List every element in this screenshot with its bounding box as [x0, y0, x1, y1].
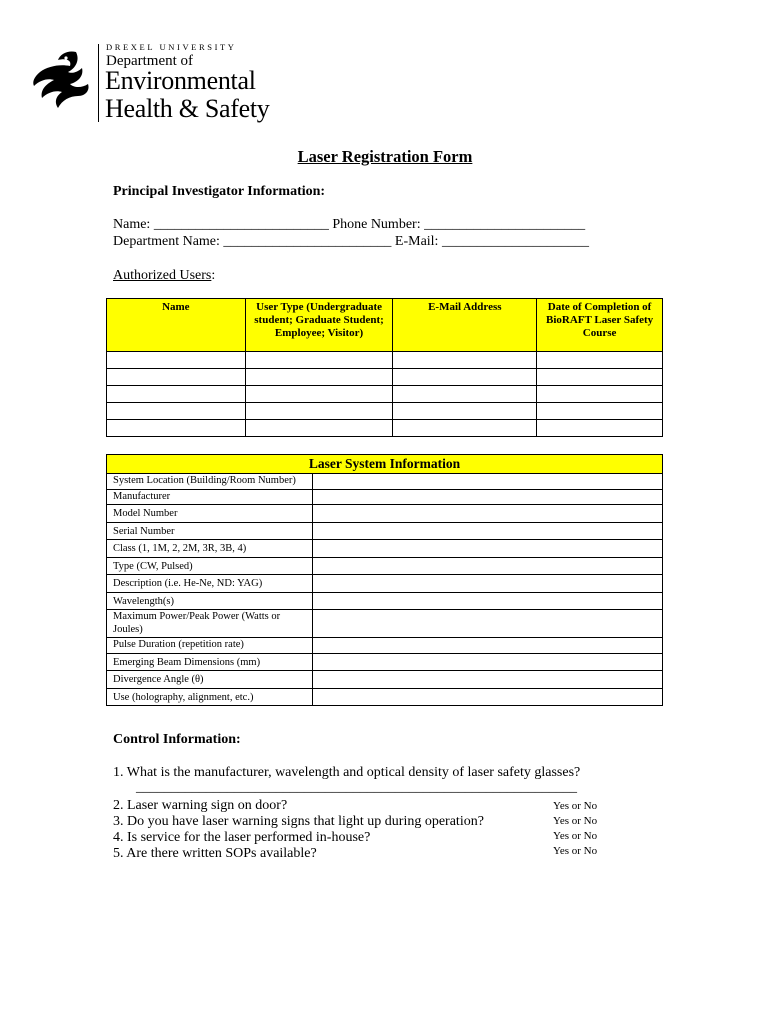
department-of-text: Department of [106, 53, 194, 69]
table-row [107, 369, 663, 386]
question-1: 1. What is the manufacturer, wavelength and optical density of laser safety glasses? [113, 765, 581, 780]
table-row [107, 592, 663, 610]
question-4-yes-no[interactable]: Yes or No [553, 830, 598, 842]
question-1-answer-blank[interactable]: _______________________________________________________________ [136, 780, 577, 795]
field-value[interactable] [313, 557, 663, 575]
field-value[interactable] [313, 638, 663, 654]
field-value[interactable] [313, 671, 663, 689]
dragon-logo-icon [30, 48, 92, 112]
table-row [107, 540, 663, 558]
field-label: System Location (Building/Room Number) [107, 474, 313, 490]
laser-system-header-row [107, 455, 663, 474]
question-2-yes-no[interactable]: Yes or No [553, 800, 598, 812]
field-label: Type (CW, Pulsed) [107, 557, 313, 575]
user-type-cell[interactable] [245, 386, 393, 403]
question-3-yes-no[interactable]: Yes or No [553, 815, 598, 827]
table-row [107, 522, 663, 540]
authorized-users-label: Authorized Users [113, 268, 212, 283]
logo-divider [98, 44, 99, 122]
user-name-cell[interactable] [107, 352, 246, 369]
pi-heading: Principal Investigator Information: [113, 184, 326, 199]
field-value[interactable] [313, 575, 663, 593]
field-label: Use (holography, alignment, etc.) [107, 688, 313, 706]
field-value[interactable] [313, 474, 663, 490]
field-label: Pulse Duration (repetition rate) [107, 638, 313, 654]
table-row [107, 610, 663, 638]
field-label: Class (1, 1M, 2, 2M, 3R, 3B, 4) [107, 540, 313, 558]
field-label: Model Number [107, 505, 313, 523]
drexel-ehs-logo [30, 40, 270, 126]
user-type-cell[interactable] [245, 420, 393, 437]
field-label: Serial Number [107, 522, 313, 540]
authorized-users-table [106, 298, 663, 437]
authorized-users-heading [113, 268, 215, 284]
authorized-users-colon: : [211, 268, 216, 283]
table-row [107, 638, 663, 654]
laser-system-table [106, 454, 663, 706]
table-row [107, 352, 663, 369]
table-row [107, 671, 663, 689]
table-row [107, 403, 663, 420]
field-value[interactable] [313, 610, 663, 638]
field-value[interactable] [313, 522, 663, 540]
form-title: Laser Registration Form [297, 147, 473, 166]
user-date-cell[interactable] [537, 386, 663, 403]
user-type-cell[interactable] [245, 352, 393, 369]
field-value[interactable] [313, 592, 663, 610]
user-date-cell[interactable] [537, 420, 663, 437]
table-row [107, 505, 663, 523]
column-header-email: E-Mail Address [393, 299, 537, 352]
user-email-cell[interactable] [393, 369, 537, 386]
question-2: 2. Laser warning sign on door? [113, 798, 288, 813]
table-row [107, 489, 663, 505]
laser-system-heading: Laser System Information [107, 455, 663, 474]
table-row [107, 474, 663, 490]
user-email-cell[interactable] [393, 352, 537, 369]
field-label: Emerging Beam Dimensions (mm) [107, 653, 313, 671]
field-label: Manufacturer [107, 489, 313, 505]
column-header-user-type: User Type (Undergraduate student; Graduate Student; Employee; Visitor) [245, 299, 393, 352]
question-5-yes-no[interactable]: Yes or No [553, 845, 598, 857]
field-value[interactable] [313, 540, 663, 558]
user-name-cell[interactable] [107, 403, 246, 420]
user-name-cell[interactable] [107, 386, 246, 403]
university-name: DREXEL UNIVERSITY [106, 42, 237, 52]
pi-name-phone-line[interactable]: Name: _________________________ Phone Number: _______________________ [113, 217, 586, 232]
question-3: 3. Do you have laser warning signs that light up during operation? [113, 814, 484, 829]
field-label: Divergence Angle (θ) [107, 671, 313, 689]
field-value[interactable] [313, 505, 663, 523]
user-email-cell[interactable] [393, 420, 537, 437]
user-date-cell[interactable] [537, 369, 663, 386]
field-label: Description (i.e. He-Ne, ND: YAG) [107, 575, 313, 593]
field-value[interactable] [313, 688, 663, 706]
table-row [107, 688, 663, 706]
user-name-cell[interactable] [107, 420, 246, 437]
users-header-row [107, 299, 663, 352]
table-row [107, 575, 663, 593]
column-header-name: Name [107, 299, 246, 352]
control-heading: Control Information: [113, 732, 241, 747]
user-email-cell[interactable] [393, 403, 537, 420]
user-date-cell[interactable] [537, 352, 663, 369]
user-name-cell[interactable] [107, 369, 246, 386]
table-row [107, 420, 663, 437]
table-row [107, 557, 663, 575]
question-5: 5. Are there written SOPs available? [113, 846, 317, 861]
question-4: 4. Is service for the laser performed in-house? [113, 830, 371, 845]
column-header-biraft-date: Date of Completion of BioRAFT Laser Safety Course [537, 299, 663, 352]
table-row [107, 386, 663, 403]
pi-department-email-line[interactable]: Department Name: ________________________ E-Mail: _____________________ [113, 234, 589, 249]
department-name-line1: Environmental [105, 66, 256, 95]
field-value[interactable] [313, 489, 663, 505]
user-email-cell[interactable] [393, 386, 537, 403]
table-row [107, 653, 663, 671]
field-label: Maximum Power/Peak Power (Watts or Joules) [107, 610, 313, 638]
department-name-line2: Health & Safety [105, 94, 270, 123]
user-type-cell[interactable] [245, 403, 393, 420]
field-value[interactable] [313, 653, 663, 671]
user-date-cell[interactable] [537, 403, 663, 420]
field-label: Wavelength(s) [107, 592, 313, 610]
user-type-cell[interactable] [245, 369, 393, 386]
